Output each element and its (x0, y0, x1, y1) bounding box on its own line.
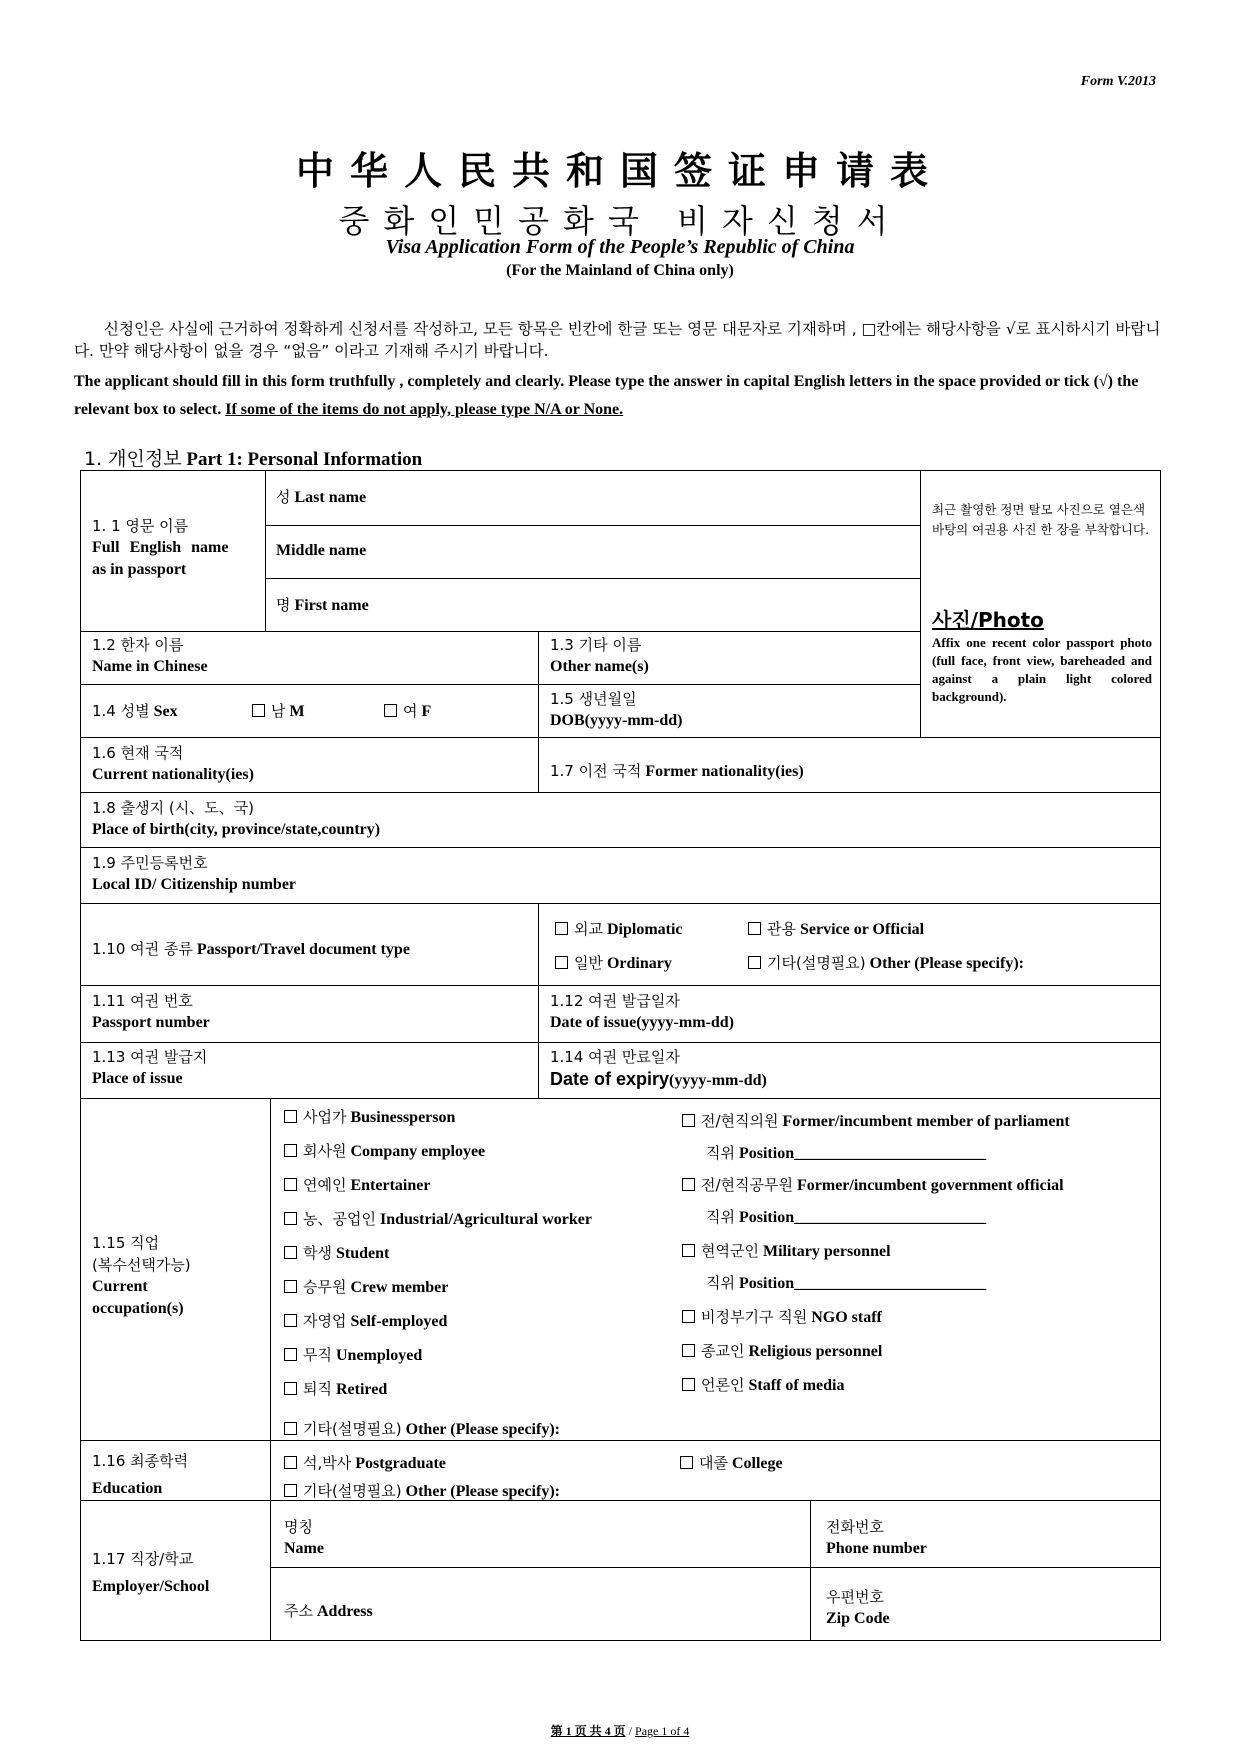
page-footer: 第 1 页 共 4 页 / Page 1 of 4 (550, 1724, 690, 1738)
occupation-option[interactable]: 농、공업인 Industrial/Agricultural worker (284, 1208, 592, 1231)
checkbox-icon[interactable] (284, 1484, 297, 1497)
occupation-media[interactable]: 언론인 Staff of media (682, 1374, 844, 1397)
education-college[interactable]: 대졸 College (680, 1452, 783, 1475)
checkbox-icon[interactable] (284, 1422, 297, 1435)
photo-instructions-kr: 최근 촬영한 정면 탈모 사진으로 옅은색 바탕의 여권용 사진 한 장을 부착합니다. (932, 502, 1150, 537)
occupation-option[interactable]: 회사원 Company employee (284, 1140, 485, 1163)
occupation-option-other[interactable]: 기타(설명필요) Other (Please specify): (284, 1418, 560, 1441)
field-sex: 1.4 성별 Sex (92, 702, 178, 720)
part1-title-en: Part 1: Personal Information (186, 449, 423, 470)
employer-zip-field[interactable]: 우편번호 Zip Code (826, 1588, 890, 1627)
employer-address-field[interactable]: 주소 Address (284, 1602, 373, 1620)
field-education: 1.16 최종학력 Education (92, 1452, 189, 1497)
position-field-government[interactable]: 직위 Position________________________ (706, 1208, 987, 1226)
occupation-option[interactable]: 승무원 Crew member (284, 1276, 448, 1299)
checkbox-icon[interactable] (284, 1178, 297, 1191)
occupation-option[interactable]: 학생 Student (284, 1242, 389, 1265)
field-other-names[interactable]: 1.3 기타 이름 Other name(s) (550, 636, 649, 675)
field-place-of-birth[interactable]: 1.8 출생지 (시、도、국) Place of birth(city, province/state,country) (92, 799, 381, 838)
field-employer-school: 1.17 직장/학교 Employer/School (92, 1550, 210, 1595)
checkbox-icon[interactable] (682, 1114, 695, 1127)
label-english-name: 1. 1 영문 이름 Full English name as in passport (92, 517, 229, 578)
checkbox-icon[interactable] (284, 1246, 297, 1259)
last-name-field[interactable]: 성 Last name (276, 488, 367, 506)
field-former-nationality[interactable]: 1.7 이전 국적 Former nationality(ies) (550, 762, 804, 780)
field-passport-number[interactable]: 1.11 여권 번호 Passport number (92, 992, 210, 1031)
doc-type-other[interactable]: 기타(설명필요) Other (Please specify): (748, 952, 1024, 975)
field-local-id[interactable]: 1.9 주민등록번호 Local ID/ Citizenship number (92, 854, 297, 893)
checkbox-icon[interactable] (682, 1378, 695, 1391)
checkbox-icon[interactable] (284, 1212, 297, 1225)
sex-female-option[interactable]: 여 F (384, 700, 431, 723)
checkbox-icon[interactable] (682, 1178, 695, 1191)
checkbox-icon[interactable] (284, 1280, 297, 1293)
position-field-parliament[interactable]: 직위 Position________________________ (706, 1144, 987, 1162)
education-postgraduate[interactable]: 석,박사 Postgraduate (284, 1452, 446, 1475)
title-korean: 중화인민공화국 비자신청서 (338, 202, 902, 240)
instructions-korean: 신청인은 사실에 근거하여 정확하게 신청서를 작성하고, 모든 항목은 빈칸에 한글 또는 영문 대문자로 기재하며 , □칸에는 해당사항을 √로 표시하시기 바랍니다. 만약 해당사항이 없을 경우 “없음” 이라고 기재해 주시기 바랍니다. (74, 320, 1161, 360)
checkbox-icon[interactable] (748, 956, 761, 969)
title-english: Visa Application Form of the People’s Republic of China (385, 236, 855, 258)
doc-type-ordinary[interactable]: 일반 Ordinary (555, 952, 672, 975)
doc-type-diplomatic[interactable]: 외교 Diplomatic (555, 918, 683, 941)
occupation-religious[interactable]: 종교인 Religious personnel (682, 1340, 882, 1363)
field-dob[interactable]: 1.5 생년월일 DOB(yyyy-mm-dd) (550, 690, 683, 729)
field-occupation: 1.15 직업 (복수선택가능) Current occupation(s) (92, 1234, 191, 1317)
checkbox-icon[interactable] (284, 1314, 297, 1327)
checkbox-icon[interactable] (284, 1382, 297, 1395)
part1-title-kr: 1. 개인정보 (84, 448, 182, 470)
occupation-military[interactable]: 현역군인 Military personnel (682, 1240, 891, 1263)
page-number-en: Page 1 of 4 (635, 1724, 690, 1738)
photo-instructions-en: Affix one recent color passport photo (full face, front view, bareheaded and against a plain light colored background). (932, 635, 1152, 704)
form-version: Form V.2013 (1080, 74, 1156, 89)
checkbox-icon[interactable] (748, 922, 761, 935)
field-current-nationality[interactable]: 1.6 현재 국적 Current nationality(ies) (92, 744, 254, 783)
occupation-government[interactable]: 전/현직공무원 Former/incumbent government official (682, 1174, 1064, 1197)
instructions-na-note: If some of the items do not apply, please type N/A or None. (225, 401, 624, 418)
occupation-option[interactable]: 무직 Unemployed (284, 1344, 422, 1367)
checkbox-icon[interactable] (284, 1348, 297, 1361)
checkbox-icon[interactable] (555, 956, 568, 969)
employer-name-field[interactable]: 명칭 Name (284, 1518, 324, 1557)
occupation-parliament[interactable]: 전/현직의원 Former/incumbent member of parliament (682, 1110, 1070, 1133)
field-date-of-expiry[interactable]: 1.14 여권 만료일자 Date of expiry(yyyy-mm-dd) (550, 1048, 767, 1089)
sex-male-option[interactable]: 남 M (252, 700, 305, 723)
occupation-ngo[interactable]: 비정부기구 직원 NGO staff (682, 1306, 882, 1329)
checkbox-icon[interactable] (252, 704, 265, 717)
checkbox-icon[interactable] (384, 704, 397, 717)
checkbox-icon[interactable] (284, 1110, 297, 1123)
occupation-option[interactable]: 연예인 Entertainer (284, 1174, 430, 1197)
page-number-cn: 第 1 页 共 4 页 (550, 1724, 626, 1738)
title-subtitle: (For the Mainland of China only) (506, 262, 734, 279)
checkbox-icon[interactable] (555, 922, 568, 935)
occupation-option[interactable]: 사업가 Businessperson (284, 1106, 455, 1129)
title-chinese: 中华人民共和国签证申请表 (295, 149, 944, 193)
field-place-of-issue[interactable]: 1.13 여권 발급지 Place of issue (92, 1048, 208, 1087)
education-other[interactable]: 기타(설명필요) Other (Please specify): (284, 1480, 560, 1503)
instructions-main: The applicant should fill in this form truthfully , completely and clearly. Please type the answer in capital English letters in the space provided or tick (√) the relevant box to select. (74, 373, 1139, 418)
photo-title[interactable]: 사진/Photo (932, 608, 1044, 632)
employer-phone-field[interactable]: 전화번호 Phone number (826, 1518, 927, 1557)
checkbox-icon[interactable] (680, 1456, 693, 1469)
first-name-field[interactable]: 명 First name (276, 596, 369, 614)
position-field-military[interactable]: 직위 Position________________________ (706, 1274, 987, 1292)
checkbox-icon[interactable] (284, 1456, 297, 1469)
checkbox-icon[interactable] (682, 1244, 695, 1257)
middle-name-field[interactable]: Middle name (276, 542, 367, 559)
occupation-option[interactable]: 퇴직 Retired (284, 1378, 387, 1401)
occupation-option[interactable]: 자영업 Self-employed (284, 1310, 447, 1333)
doc-type-service[interactable]: 관용 Service or Official (748, 918, 924, 941)
checkbox-icon[interactable] (682, 1344, 695, 1357)
field-date-of-issue[interactable]: 1.12 여권 발급일자 Date of issue(yyyy-mm-dd) (550, 992, 734, 1031)
field-name-in-chinese[interactable]: 1.2 한자 이름 Name in Chinese (92, 636, 208, 675)
checkbox-icon[interactable] (284, 1144, 297, 1157)
field-passport-type: 1.10 여권 종류 Passport/Travel document type (92, 940, 410, 958)
checkbox-icon[interactable] (682, 1310, 695, 1323)
